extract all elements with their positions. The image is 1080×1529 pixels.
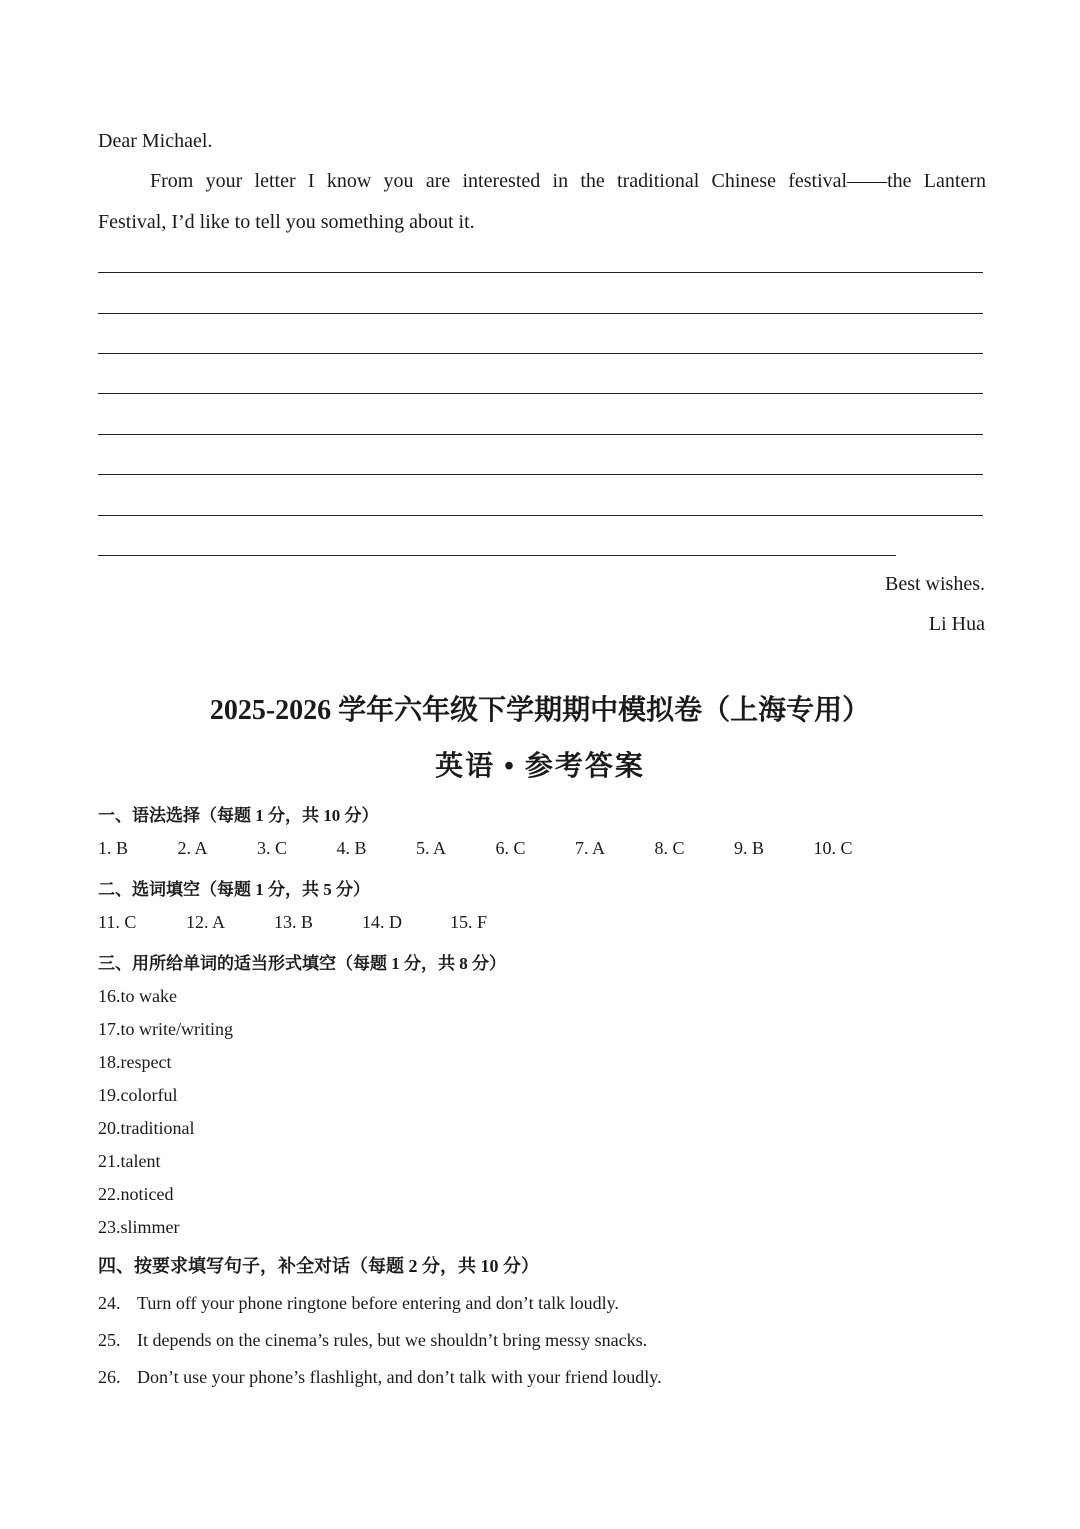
writing-line [98, 353, 983, 354]
sentence-answer [98, 1330, 647, 1351]
word-form-answer: 16.to wake [98, 986, 177, 1006]
sentence-text: It depends on the cinema’s rules, but we shouldn’t bring messy snacks. [137, 1330, 648, 1350]
answer-item: 8. C [654, 838, 685, 858]
answer-row-word-choice [98, 912, 538, 933]
exam-subtitle: 英语 • 参考答案 [435, 751, 645, 782]
word-form-answer: 18.respect [98, 1052, 172, 1072]
word-form-answer: 17.to write/writing [98, 1019, 233, 1039]
answer-item: 15. F [450, 912, 488, 932]
answer-item: 4. B [336, 838, 367, 858]
word-form-answer: 21.talent [98, 1151, 161, 1171]
sentence-answer [98, 1367, 662, 1388]
word-form-answer: 23.slimmer [98, 1217, 180, 1237]
letter-closing: Best wishes. [885, 573, 985, 595]
writing-line [98, 555, 896, 556]
letter-salutation: Dear Michael. [98, 130, 213, 152]
section-heading-grammar: 一、语法选择（每题 1 分，共 10 分） [98, 806, 379, 825]
sentence-answer [98, 1293, 619, 1314]
word-form-answer: 22.noticed [98, 1184, 174, 1204]
answer-item: 3. C [257, 838, 288, 858]
answer-item: 7. A [575, 838, 606, 858]
answer-item: 13. B [274, 912, 314, 932]
writing-line [98, 474, 983, 475]
sentence-number: 26. [98, 1367, 121, 1387]
word-form-answer: 20.traditional [98, 1118, 195, 1138]
letter-body-line-1: From your letter I know you are interested in the traditional Chinese festival——the Lantern [150, 170, 986, 192]
section-heading-word-choice: 二、选词填空（每题 1 分，共 5 分） [98, 880, 370, 899]
section-heading-sentences: 四、按要求填写句子，补全对话（每题 2 分，共 10 分） [98, 1256, 539, 1276]
answer-item: 9. B [734, 838, 765, 858]
answer-item: 11. C [98, 912, 137, 932]
exam-title: 2025-2026 学年六年级下学期期中模拟卷（上海专用） [209, 695, 871, 726]
section-heading-word-forms: 三、用所给单词的适当形式填空（每题 1 分，共 8 分） [98, 954, 506, 973]
answer-item: 2. A [177, 838, 208, 858]
answer-row-grammar [98, 838, 893, 859]
sentence-text: Turn off your phone ringtone before entering and don’t talk loudly. [137, 1293, 619, 1313]
writing-line [98, 393, 983, 394]
sentence-text: Don’t use your phone’s flashlight, and don’t talk with your friend loudly. [137, 1367, 662, 1387]
writing-line [98, 272, 983, 273]
sentence-number: 25. [98, 1330, 121, 1350]
answer-item: 12. A [186, 912, 226, 932]
writing-line [98, 434, 983, 435]
sentence-number: 24. [98, 1293, 121, 1313]
writing-line [98, 313, 983, 314]
letter-signature: Li Hua [928, 613, 985, 635]
word-form-answer: 19.colorful [98, 1085, 178, 1105]
answer-item: 10. C [813, 838, 853, 858]
answer-item: 14. D [362, 912, 402, 932]
answer-item: 1. B [98, 838, 129, 858]
letter-body-line-2: Festival, I’d like to tell you something about it. [98, 211, 475, 233]
answer-item: 5. A [416, 838, 447, 858]
writing-line [98, 515, 983, 516]
answer-item: 6. C [495, 838, 526, 858]
